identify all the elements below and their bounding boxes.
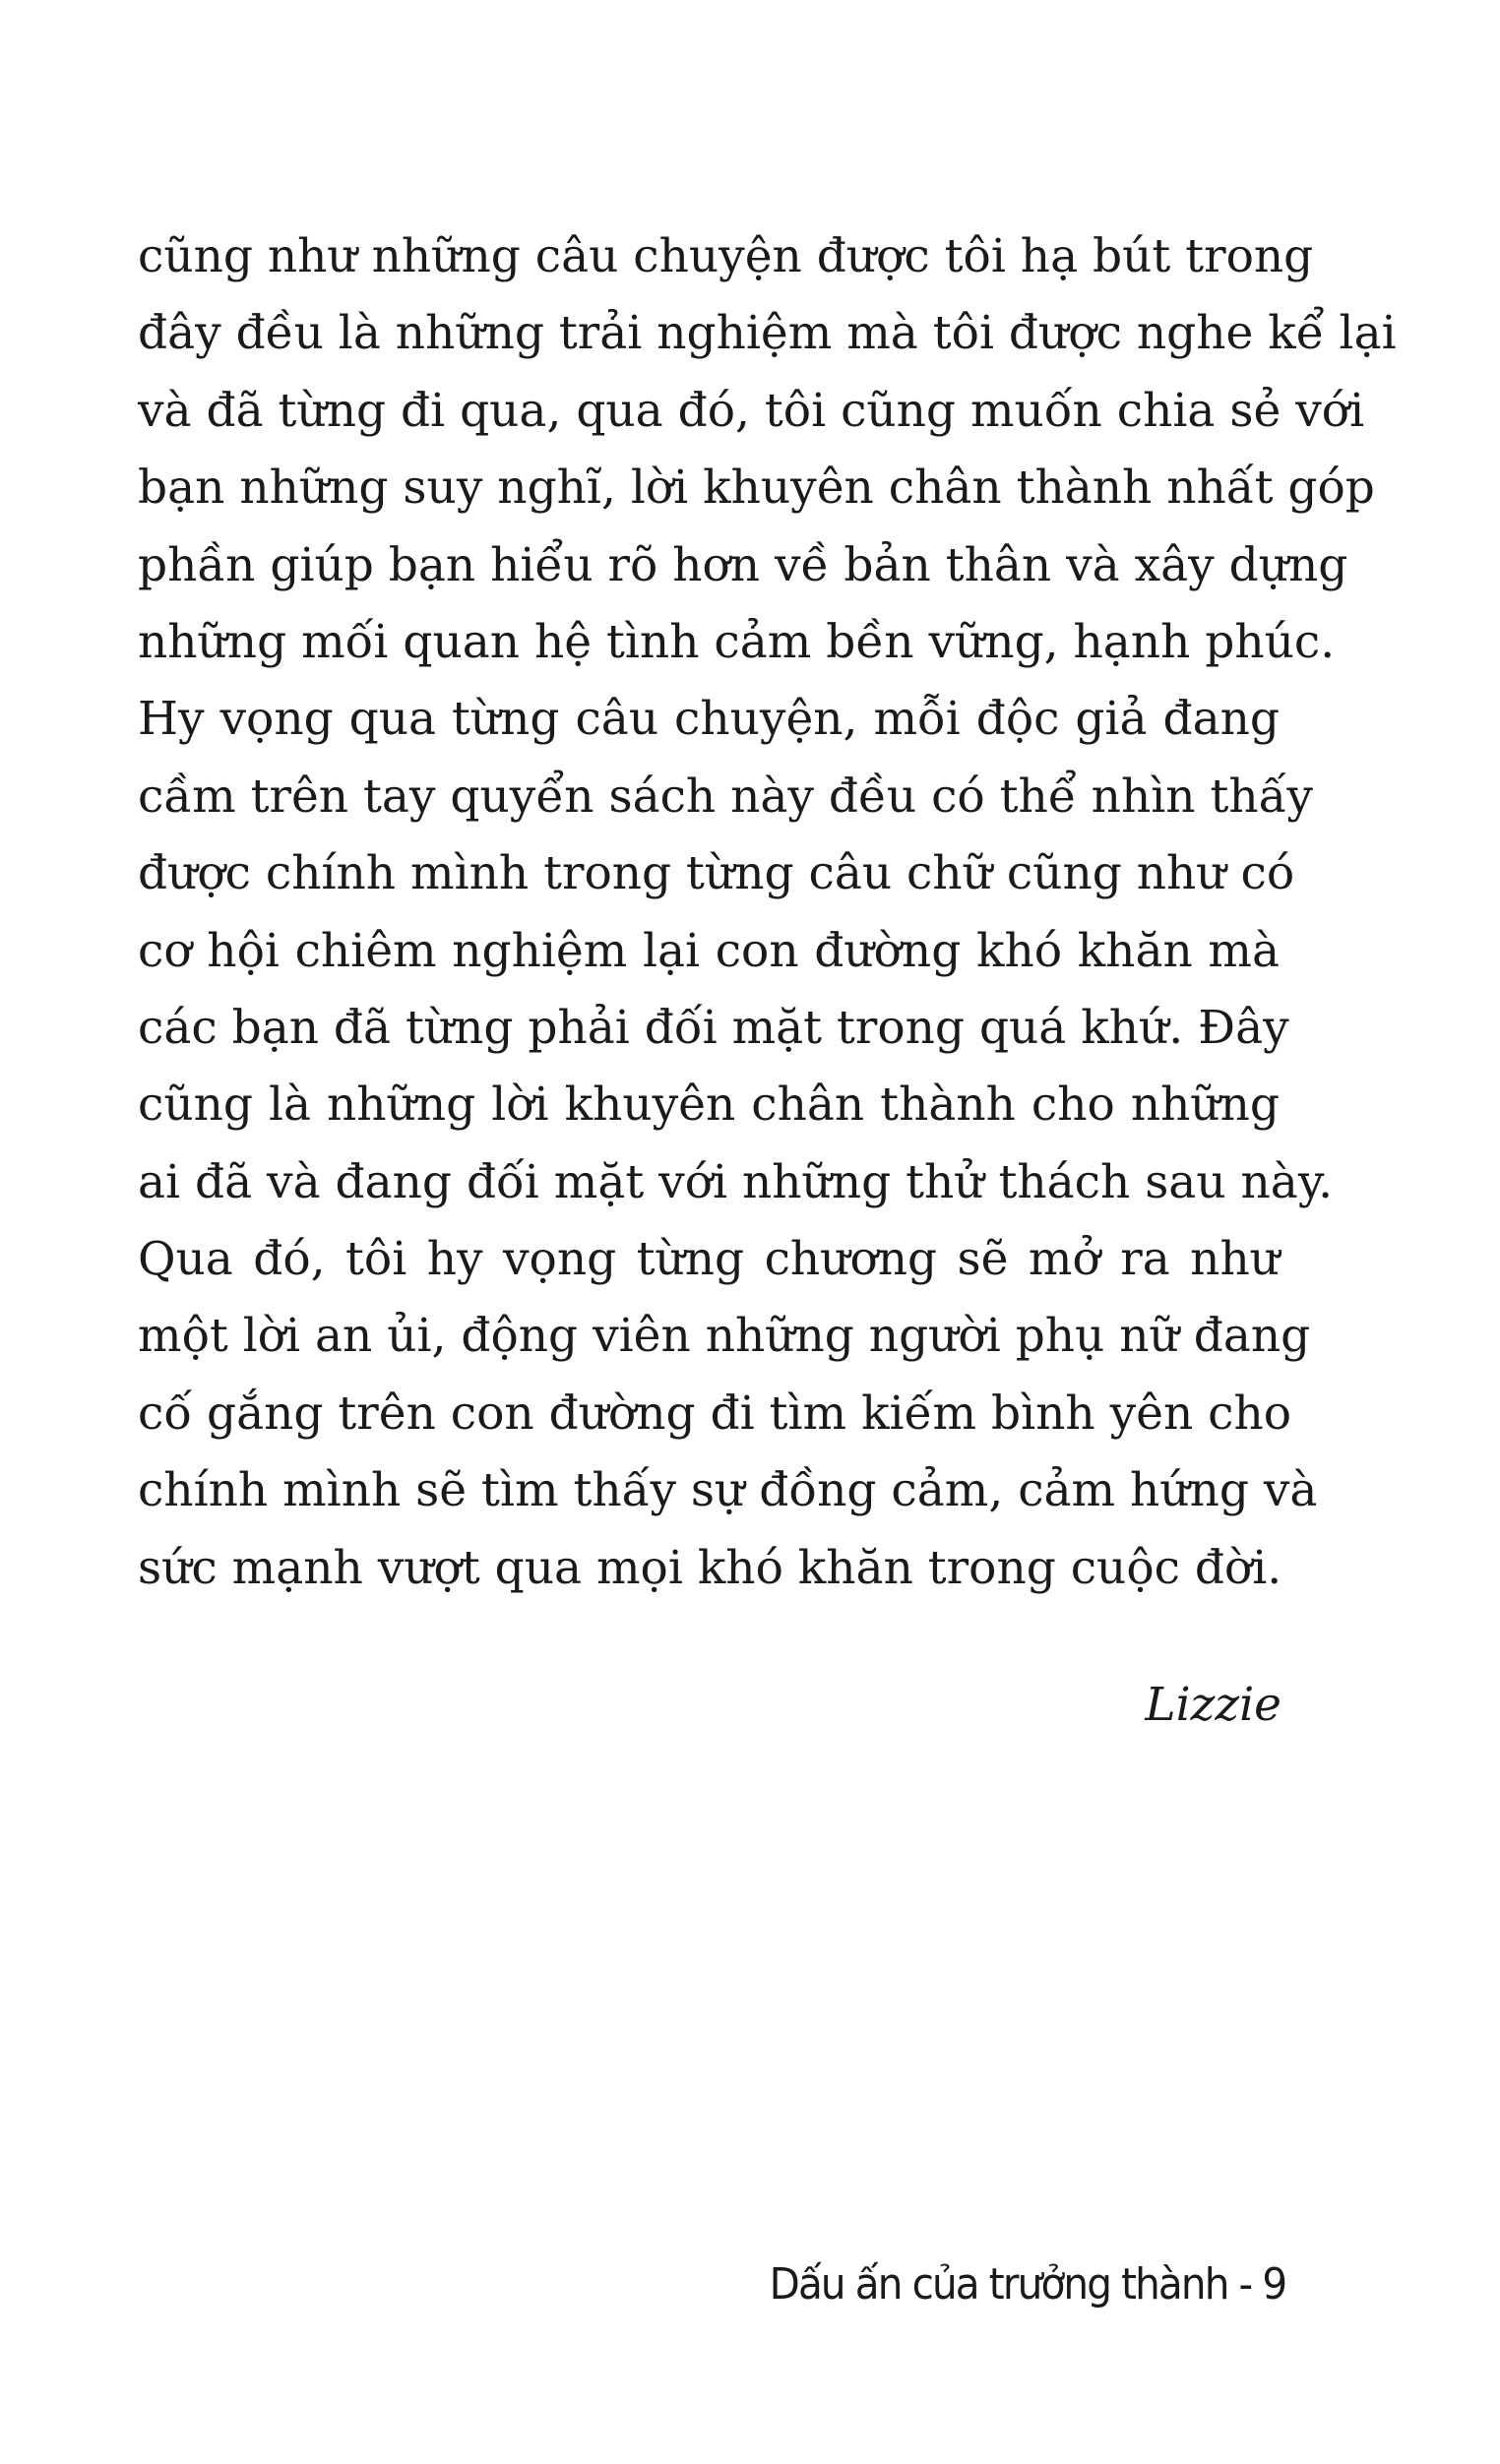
text-line: cố gắng trên con đường đi tìm kiếm bình yên cho (138, 1386, 1292, 1441)
text-line: một lời an ủi, động viên những người phụ nữ đang (138, 1309, 1311, 1364)
text-line: Hy vọng qua từng câu chuyện, mỗi độc giả đang (138, 692, 1280, 747)
text-line: đây đều là những trải nghiệm mà tôi được nghe kể lại (138, 306, 1397, 361)
text-line: được chính mình trong từng câu chữ cũng như có (138, 846, 1295, 901)
page-footer (769, 2255, 1285, 2314)
text-line: cũng như những câu chuyện được tôi hạ bút trong (138, 229, 1314, 283)
text-line: sức mạnh vượt qua mọi khó khăn trong cuộc đời. (138, 1540, 1282, 1595)
text-line: phần giúp bạn hiểu rõ hơn về bản thân và xây dựng (138, 537, 1348, 592)
footer-separator: - (1238, 2259, 1252, 2310)
author-signature: Lizzie (1145, 1678, 1281, 1732)
text-line: cầm trên tay quyển sách này đều có thể nhìn thấy (138, 769, 1313, 824)
text-line: cơ hội chiêm nghiệm lại con đường khó khăn mà (138, 923, 1280, 978)
footer-book-title: Dấu ấn của trưởng thành (769, 2259, 1228, 2310)
text-line: cũng là những lời khuyên chân thành cho những (138, 1078, 1280, 1133)
page-number: 9 (1262, 2259, 1285, 2310)
body-paragraph (138, 218, 1397, 1607)
text-line: và đã từng đi qua, qua đó, tôi cũng muốn chia sẻ với (138, 383, 1365, 438)
text-line: Qua đó, tôi hy vọng từng chương sẽ mở ra như (138, 1232, 1280, 1287)
text-line: bạn những suy nghĩ, lời khuyên chân thành nhất góp (138, 461, 1375, 516)
text-line: ai đã và đang đối mặt với những thử thách sau này. (138, 1154, 1334, 1209)
text-line: các bạn đã từng phải đối mặt trong quá khứ. Đây (138, 1000, 1289, 1055)
text-line: chính mình sẽ tìm thấy sự đồng cảm, cảm hứng và (138, 1463, 1318, 1518)
text-line: những mối quan hệ tình cảm bền vững, hạnh phúc. (138, 614, 1336, 669)
